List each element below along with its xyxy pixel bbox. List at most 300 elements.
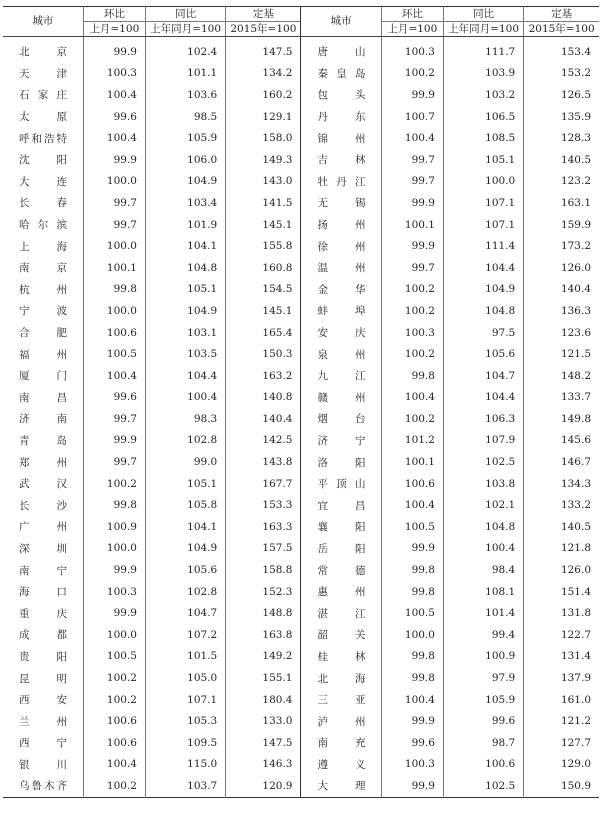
cell-yoy-left: 105.9 <box>145 127 225 149</box>
header-mom-left: 环比 <box>83 7 145 22</box>
cell-yoy-left: 103.5 <box>145 343 225 365</box>
cell-yoy-right: 105.1 <box>443 149 523 171</box>
cell-city-right <box>301 710 381 732</box>
cell-base-right: 121.8 <box>524 538 599 560</box>
cell-city-right <box>301 235 381 257</box>
cell-base-left: 120.9 <box>226 775 301 797</box>
city-name: 吉林 <box>317 154 366 167</box>
cell-base-left: 160.8 <box>226 257 301 279</box>
cell-city-left <box>3 538 83 560</box>
cell-base-right: 140.5 <box>524 149 599 171</box>
city-name: 上海 <box>19 240 67 253</box>
table-row <box>3 430 599 452</box>
header-mom-right: 环比 <box>381 7 443 22</box>
table-header <box>3 7 599 37</box>
cell-mom-left: 99.7 <box>83 192 145 214</box>
cell-yoy-right: 100.0 <box>443 171 523 193</box>
city-name: 成都 <box>19 629 67 642</box>
city-name: 福州 <box>19 348 67 361</box>
cell-base-right: 123.2 <box>524 171 599 193</box>
cell-base-right: 146.7 <box>524 451 599 473</box>
cell-mom-left: 99.8 <box>83 494 145 516</box>
cell-city-right <box>301 516 381 538</box>
cell-city-right <box>301 127 381 149</box>
cell-mom-right: 100.3 <box>381 754 443 776</box>
cell-yoy-right: 104.8 <box>443 300 523 322</box>
cell-yoy-right: 105.9 <box>443 689 523 711</box>
cell-base-left: 145.1 <box>226 300 301 322</box>
cell-mom-left: 100.0 <box>83 171 145 193</box>
city-name: 宜昌 <box>317 499 366 512</box>
cell-base-left: 140.4 <box>226 408 301 430</box>
cell-mom-right: 99.8 <box>381 646 443 668</box>
cell-base-left: 134.2 <box>226 63 301 85</box>
cell-yoy-right: 100.9 <box>443 646 523 668</box>
cell-base-right: 122.7 <box>524 624 599 646</box>
cell-mom-right: 100.1 <box>381 214 443 236</box>
cell-mom-left: 99.7 <box>83 408 145 430</box>
table-row <box>3 516 599 538</box>
cell-city-left <box>3 494 83 516</box>
city-name: 贵阳 <box>19 650 67 663</box>
cell-yoy-right: 99.4 <box>443 624 523 646</box>
table-row <box>3 214 599 236</box>
cell-mom-right: 99.9 <box>381 84 443 106</box>
city-name: 呼和浩特 <box>19 132 67 145</box>
header-base-sub-left: 2015年=100 <box>226 22 301 37</box>
cell-yoy-right: 100.4 <box>443 538 523 560</box>
cell-mom-left: 100.0 <box>83 300 145 322</box>
cell-base-right: 136.3 <box>524 300 599 322</box>
cell-base-right: 150.9 <box>524 775 599 797</box>
table-row <box>3 300 599 322</box>
cell-city-right <box>301 602 381 624</box>
cell-base-left: 167.7 <box>226 473 301 495</box>
cell-yoy-right: 103.9 <box>443 63 523 85</box>
cell-mom-right: 100.1 <box>381 451 443 473</box>
table-row <box>3 171 599 193</box>
cell-base-right: 145.6 <box>524 430 599 452</box>
cell-base-left: 129.1 <box>226 106 301 128</box>
cell-city-left <box>3 646 83 668</box>
cell-yoy-left: 104.7 <box>145 602 225 624</box>
city-name: 安庆 <box>317 327 366 340</box>
table-row <box>3 775 599 797</box>
table-row <box>3 451 599 473</box>
cell-yoy-left: 101.1 <box>145 63 225 85</box>
cell-city-right <box>301 192 381 214</box>
city-name: 长沙 <box>19 499 67 512</box>
city-name: 重庆 <box>19 607 67 620</box>
cell-yoy-left: 105.1 <box>145 473 225 495</box>
cell-city-right <box>301 37 381 63</box>
cell-base-right: 151.4 <box>524 581 599 603</box>
cell-city-right <box>301 106 381 128</box>
cell-city-right <box>301 257 381 279</box>
cell-city-left <box>3 451 83 473</box>
city-name: 南京 <box>19 262 67 275</box>
cell-city-right <box>301 408 381 430</box>
cell-mom-left: 100.5 <box>83 343 145 365</box>
city-name: 韶关 <box>317 629 366 642</box>
header-yoy-sub-right: 上年同月=100 <box>443 22 523 37</box>
cell-city-right <box>301 322 381 344</box>
cell-yoy-right: 104.4 <box>443 387 523 409</box>
cell-city-right <box>301 430 381 452</box>
cell-city-right <box>301 214 381 236</box>
city-name: 昆明 <box>19 672 67 685</box>
cell-base-right: 135.9 <box>524 106 599 128</box>
table-row <box>3 473 599 495</box>
cell-mom-right: 99.7 <box>381 149 443 171</box>
cell-yoy-right: 103.8 <box>443 473 523 495</box>
cell-mom-left: 100.2 <box>83 775 145 797</box>
cell-base-left: 163.2 <box>226 365 301 387</box>
cell-mom-left: 99.9 <box>83 602 145 624</box>
cell-mom-right: 99.7 <box>381 257 443 279</box>
city-name: 泸州 <box>317 715 366 728</box>
cell-mom-right: 100.6 <box>381 473 443 495</box>
table-row <box>3 538 599 560</box>
cell-mom-right: 99.9 <box>381 538 443 560</box>
cell-mom-left: 99.9 <box>83 37 145 63</box>
cell-yoy-right: 107.1 <box>443 192 523 214</box>
cell-base-left: 158.0 <box>226 127 301 149</box>
cell-city-right <box>301 775 381 797</box>
cell-mom-right: 99.9 <box>381 235 443 257</box>
cell-base-left: 153.3 <box>226 494 301 516</box>
cell-base-left: 163.3 <box>226 516 301 538</box>
cell-base-right: 121.2 <box>524 710 599 732</box>
cell-city-left <box>3 581 83 603</box>
cell-base-left: 133.0 <box>226 710 301 732</box>
city-name: 北京 <box>19 46 67 59</box>
cell-mom-right: 100.4 <box>381 689 443 711</box>
cell-base-left: 160.2 <box>226 84 301 106</box>
cell-mom-left: 99.8 <box>83 279 145 301</box>
cell-yoy-left: 104.9 <box>145 300 225 322</box>
cell-city-left <box>3 387 83 409</box>
city-name: 大连 <box>19 175 67 188</box>
city-name: 海口 <box>19 586 67 599</box>
cell-mom-left: 100.9 <box>83 516 145 538</box>
cell-mom-right: 100.3 <box>381 37 443 63</box>
cell-mom-left: 100.3 <box>83 63 145 85</box>
cell-base-right: 140.5 <box>524 516 599 538</box>
header-base-right: 定基 <box>524 7 599 22</box>
cell-city-right <box>301 646 381 668</box>
cell-yoy-right: 106.5 <box>443 106 523 128</box>
cell-yoy-left: 105.8 <box>145 494 225 516</box>
cell-yoy-right: 106.3 <box>443 408 523 430</box>
cell-yoy-left: 100.4 <box>145 387 225 409</box>
cell-mom-left: 99.7 <box>83 214 145 236</box>
cell-city-left <box>3 689 83 711</box>
city-name: 武汉 <box>19 478 67 491</box>
cell-mom-right: 99.6 <box>381 732 443 754</box>
cell-mom-left: 99.9 <box>83 149 145 171</box>
cell-mom-left: 100.6 <box>83 322 145 344</box>
city-name: 惠州 <box>317 586 366 599</box>
city-name: 南充 <box>317 737 366 750</box>
cell-city-left <box>3 279 83 301</box>
cell-base-left: 157.5 <box>226 538 301 560</box>
header-yoy-left: 同比 <box>145 7 225 22</box>
table-row <box>3 408 599 430</box>
city-name: 济南 <box>19 413 67 426</box>
city-name: 杭州 <box>19 283 67 296</box>
cell-yoy-right: 103.2 <box>443 84 523 106</box>
cell-mom-right: 99.8 <box>381 365 443 387</box>
header-yoy-sub-left: 上年同月=100 <box>145 22 225 37</box>
cell-city-right <box>301 624 381 646</box>
cell-base-left: 141.5 <box>226 192 301 214</box>
city-name: 三亚 <box>317 694 366 707</box>
city-name: 天津 <box>19 67 67 80</box>
cell-yoy-left: 107.2 <box>145 624 225 646</box>
cell-city-right <box>301 343 381 365</box>
cell-city-left <box>3 300 83 322</box>
city-name: 哈尔滨 <box>19 219 67 232</box>
cell-base-left: 143.0 <box>226 171 301 193</box>
cell-yoy-left: 105.1 <box>145 279 225 301</box>
cell-base-right: 134.3 <box>524 473 599 495</box>
housing-price-index-table <box>3 6 599 798</box>
header-mom-sub-left: 上月=100 <box>83 22 145 37</box>
cell-yoy-left: 105.6 <box>145 559 225 581</box>
cell-mom-left: 100.4 <box>83 127 145 149</box>
city-name: 遵义 <box>317 758 366 771</box>
city-name: 湛江 <box>317 607 366 620</box>
cell-city-left <box>3 235 83 257</box>
cell-yoy-left: 101.9 <box>145 214 225 236</box>
cell-yoy-left: 102.8 <box>145 430 225 452</box>
table-row <box>3 667 599 689</box>
table-row <box>3 646 599 668</box>
cell-yoy-left: 104.1 <box>145 235 225 257</box>
header-city-right: 城市 <box>301 7 381 37</box>
cell-city-left <box>3 37 83 63</box>
cell-mom-right: 100.2 <box>381 279 443 301</box>
cell-city-left <box>3 516 83 538</box>
header-city-left: 城市 <box>3 7 83 37</box>
city-name: 乌鲁木齐 <box>19 780 67 793</box>
cell-mom-right: 100.5 <box>381 602 443 624</box>
city-name: 兰州 <box>19 715 67 728</box>
cell-mom-left: 100.4 <box>83 754 145 776</box>
cell-city-left <box>3 473 83 495</box>
table-row <box>3 387 599 409</box>
cell-yoy-left: 107.1 <box>145 689 225 711</box>
cell-city-right <box>301 473 381 495</box>
table-row <box>3 63 599 85</box>
cell-mom-left: 99.9 <box>83 430 145 452</box>
cell-yoy-right: 107.9 <box>443 430 523 452</box>
city-name: 北海 <box>317 672 366 685</box>
cell-yoy-left: 109.5 <box>145 732 225 754</box>
cell-base-right: 161.0 <box>524 689 599 711</box>
city-name: 大理 <box>317 780 366 793</box>
cell-base-left: 154.5 <box>226 279 301 301</box>
cell-yoy-left: 104.9 <box>145 171 225 193</box>
cell-yoy-right: 102.1 <box>443 494 523 516</box>
cell-base-left: 148.8 <box>226 602 301 624</box>
cell-city-left <box>3 667 83 689</box>
cell-mom-left: 100.1 <box>83 257 145 279</box>
cell-mom-left: 99.7 <box>83 451 145 473</box>
cell-city-left <box>3 106 83 128</box>
cell-yoy-right: 104.7 <box>443 365 523 387</box>
cell-city-right <box>301 171 381 193</box>
city-name: 青岛 <box>19 434 67 447</box>
cell-city-right <box>301 63 381 85</box>
cell-mom-left: 99.9 <box>83 559 145 581</box>
table-row <box>3 710 599 732</box>
cell-city-right <box>301 279 381 301</box>
cell-mom-right: 100.7 <box>381 106 443 128</box>
cell-yoy-left: 106.0 <box>145 149 225 171</box>
cell-base-right: 159.9 <box>524 214 599 236</box>
cell-yoy-left: 104.1 <box>145 516 225 538</box>
cell-yoy-right: 111.4 <box>443 235 523 257</box>
cell-yoy-left: 105.0 <box>145 667 225 689</box>
cell-city-right <box>301 149 381 171</box>
cell-city-left <box>3 365 83 387</box>
cell-mom-left: 100.2 <box>83 667 145 689</box>
cell-base-left: 146.3 <box>226 754 301 776</box>
city-name: 常德 <box>317 564 366 577</box>
cell-base-left: 142.5 <box>226 430 301 452</box>
cell-city-left <box>3 149 83 171</box>
cell-base-right: 129.0 <box>524 754 599 776</box>
table-row <box>3 494 599 516</box>
city-name: 厦门 <box>19 370 67 383</box>
table-row <box>3 127 599 149</box>
cell-mom-left: 100.4 <box>83 365 145 387</box>
cell-base-right: 153.4 <box>524 37 599 63</box>
cell-base-right: 153.2 <box>524 63 599 85</box>
cell-mom-right: 100.4 <box>381 127 443 149</box>
table-row <box>3 602 599 624</box>
cell-base-left: 163.8 <box>226 624 301 646</box>
cell-city-left <box>3 343 83 365</box>
table-row <box>3 624 599 646</box>
cell-base-right: 126.0 <box>524 559 599 581</box>
cell-base-right: 149.8 <box>524 408 599 430</box>
cell-mom-right: 99.9 <box>381 192 443 214</box>
cell-yoy-right: 99.6 <box>443 710 523 732</box>
city-name: 锦州 <box>317 132 366 145</box>
table-row <box>3 37 599 63</box>
city-name: 西安 <box>19 694 67 707</box>
table-row <box>3 149 599 171</box>
cell-base-right: 121.5 <box>524 343 599 365</box>
cell-base-right: 131.4 <box>524 646 599 668</box>
cell-city-right <box>301 538 381 560</box>
city-name: 秦皇岛 <box>317 67 366 80</box>
cell-base-right: 128.3 <box>524 127 599 149</box>
city-name: 金华 <box>317 283 366 296</box>
cell-yoy-left: 103.7 <box>145 775 225 797</box>
cell-city-left <box>3 214 83 236</box>
cell-yoy-right: 108.5 <box>443 127 523 149</box>
cell-mom-left: 100.2 <box>83 473 145 495</box>
city-name: 洛阳 <box>317 456 366 469</box>
cell-yoy-left: 101.5 <box>145 646 225 668</box>
city-name: 包头 <box>317 89 366 102</box>
city-name: 温州 <box>317 262 366 275</box>
cell-mom-left: 100.5 <box>83 646 145 668</box>
city-name: 襄阳 <box>317 521 366 534</box>
cell-base-left: 149.3 <box>226 149 301 171</box>
table-row <box>3 365 599 387</box>
city-name: 长春 <box>19 197 67 210</box>
cell-mom-right: 101.2 <box>381 430 443 452</box>
cell-city-left <box>3 171 83 193</box>
city-name: 深圳 <box>19 542 67 555</box>
cell-city-left <box>3 710 83 732</box>
city-name: 九江 <box>317 370 366 383</box>
cell-yoy-left: 104.8 <box>145 257 225 279</box>
cell-base-left: 152.3 <box>226 581 301 603</box>
city-name: 沈阳 <box>19 154 67 167</box>
cell-yoy-right: 98.4 <box>443 559 523 581</box>
header-base-left: 定基 <box>226 7 301 22</box>
city-name: 牡丹江 <box>317 175 366 188</box>
table-row <box>3 192 599 214</box>
cell-city-right <box>301 667 381 689</box>
cell-yoy-left: 103.6 <box>145 84 225 106</box>
table-row <box>3 235 599 257</box>
cell-base-right: 140.4 <box>524 279 599 301</box>
cell-city-right <box>301 365 381 387</box>
cell-yoy-right: 104.8 <box>443 516 523 538</box>
cell-city-left <box>3 257 83 279</box>
cell-yoy-right: 101.4 <box>443 602 523 624</box>
cell-base-right: 148.2 <box>524 365 599 387</box>
header-base-sub-right: 2015年=100 <box>524 22 599 37</box>
cell-mom-right: 100.2 <box>381 63 443 85</box>
cell-mom-left: 100.6 <box>83 732 145 754</box>
table-row <box>3 732 599 754</box>
cell-yoy-right: 100.6 <box>443 754 523 776</box>
cell-mom-left: 99.6 <box>83 106 145 128</box>
city-name: 银川 <box>19 758 67 771</box>
cell-city-left <box>3 430 83 452</box>
cell-base-right: 163.1 <box>524 192 599 214</box>
cell-city-left <box>3 624 83 646</box>
cell-base-right: 123.6 <box>524 322 599 344</box>
cell-city-left <box>3 84 83 106</box>
cell-base-right: 131.8 <box>524 602 599 624</box>
city-name: 岳阳 <box>317 542 366 555</box>
cell-mom-right: 99.8 <box>381 581 443 603</box>
table-row <box>3 106 599 128</box>
header-yoy-right: 同比 <box>443 7 523 22</box>
cell-base-right: 126.5 <box>524 84 599 106</box>
city-name: 无锡 <box>317 197 366 210</box>
cell-city-right <box>301 451 381 473</box>
cell-yoy-left: 98.5 <box>145 106 225 128</box>
cell-yoy-right: 105.6 <box>443 343 523 365</box>
cell-base-left: 155.1 <box>226 667 301 689</box>
cell-base-left: 145.1 <box>226 214 301 236</box>
table-row <box>3 559 599 581</box>
cell-base-left: 158.8 <box>226 559 301 581</box>
cell-city-right <box>301 494 381 516</box>
cell-mom-left: 100.0 <box>83 538 145 560</box>
cell-yoy-left: 105.3 <box>145 710 225 732</box>
